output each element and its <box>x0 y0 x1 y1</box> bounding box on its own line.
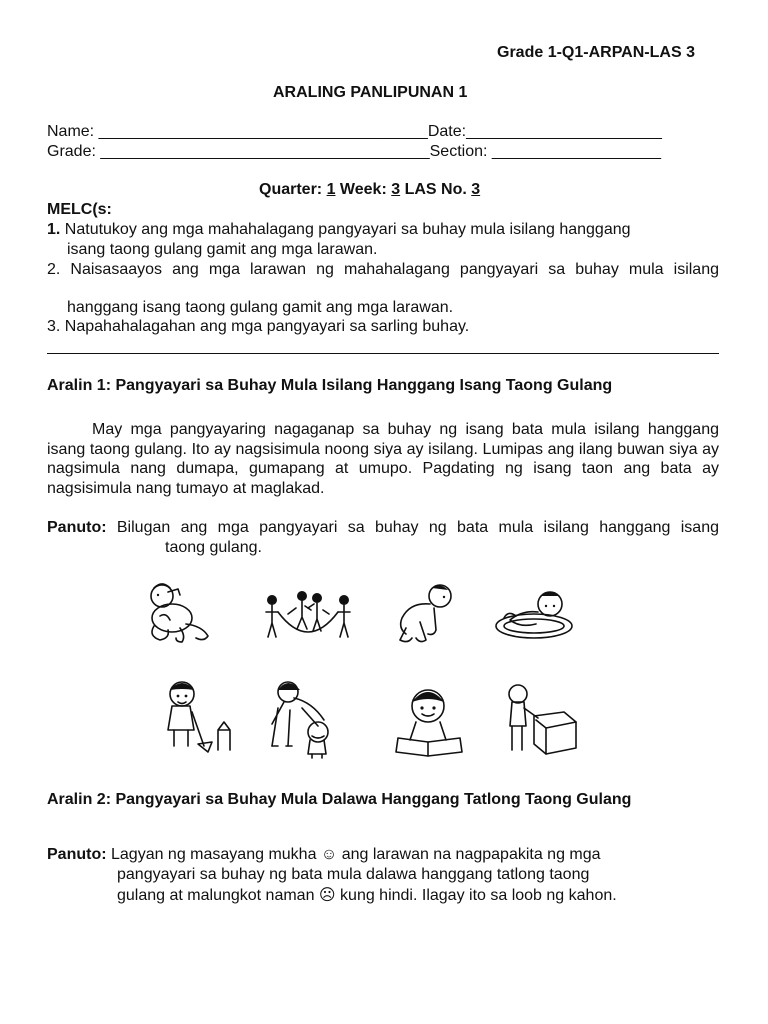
section-field[interactable]: ___________________ <box>491 143 661 160</box>
panuto-text: Bilugan ang mga pangyayari sa buhay ng bata mula isilang hanggang isang <box>106 519 719 536</box>
aralin-1-title: Aralin 1: Pangyayari sa Buhay Mula Isilang Hanggang Isang Taong Gulang <box>47 377 613 394</box>
aralin-2-panuto-line-3: gulang at malungkot naman ☹ kung hindi. Ilagay ito sa loob ng kahon. <box>117 887 617 904</box>
date-field[interactable]: ______________________ <box>466 123 662 140</box>
children-jumping-rope-picture[interactable] <box>262 588 354 650</box>
aralin-1-panuto-line-2: taong gulang. <box>165 539 262 556</box>
baby-crawling-picture[interactable] <box>388 582 466 648</box>
parent-helping-child-walk-picture[interactable] <box>262 678 340 760</box>
aralin-2-panuto-line-1 <box>47 846 601 864</box>
panuto-label: Panuto: <box>47 519 107 536</box>
grade-label: Grade: <box>47 143 96 160</box>
name-row <box>47 123 662 141</box>
melc-item-1-line-2: isang taong gulang gamit ang mga larawan. <box>67 241 378 258</box>
melc-item-3: 3. Napahahalagahan ang mga pangyayari sa sarling buhay. <box>47 318 470 335</box>
melc-item-1-line-1 <box>47 221 631 239</box>
quarter-value: 1 <box>326 181 336 198</box>
quarter-label: Quarter: <box>259 181 327 198</box>
melc-item-1-text: Natutukoy ang mga mahahalagang pangyayari sa buhay mula isilang hanggang <box>60 221 631 238</box>
subject-title: ARALING PANLIPUNAN 1 <box>273 84 468 101</box>
baby-lying-picture[interactable] <box>494 582 576 644</box>
melc-item-1-number: 1. <box>47 221 61 238</box>
las-label: LAS No. <box>400 181 472 198</box>
melc-item-2-line-1: 2. Naisasaayos ang mga larawan ng mahahalagang pangyayari sa buhay mula isilang <box>47 261 719 278</box>
panuto-label-2: Panuto: <box>47 846 107 863</box>
aralin-2-panuto-line-2: pangyayari sa buhay ng bata mula dalawa hanggang tatlong taong <box>117 866 590 883</box>
week-label: Week: <box>335 181 392 198</box>
grade-row <box>47 143 661 161</box>
melc-item-2-line-2: hanggang isang taong gulang gamit ang mga larawan. <box>67 299 454 316</box>
melc-heading: MELC(s: <box>47 201 112 218</box>
panuto-text-2: Lagyan ng masayang mukha ☺ ang larawan na nagpapakita ng mga <box>106 846 601 863</box>
name-label: Name: <box>47 123 95 140</box>
baby-sitting-picture[interactable] <box>140 578 218 646</box>
child-reading-picture[interactable] <box>390 684 470 758</box>
quarter-line <box>259 181 480 199</box>
child-standing-by-box-picture[interactable] <box>500 680 580 760</box>
document-code: Grade 1-Q1-ARPAN-LAS 3 <box>497 44 695 61</box>
aralin-1-panuto <box>47 518 719 538</box>
date-label: Date: <box>427 123 467 140</box>
aralin-1-paragraph: May mga pangyayaring nagaganap sa buhay ng isang bata mula isilang hanggang isang taong gulang. Ito ay nagsisimula noong siya ay isilang. Lumipas ang ilang buwan siya ay nagsimula nang dumapa, gumapang at umupo. Pagdating ng isang taon ang bata ay nagsisimula nang tumayo at maglakad. <box>47 421 719 497</box>
grade-field[interactable]: _____________________________________ <box>100 143 430 160</box>
child-sweeping-picture[interactable] <box>156 678 236 756</box>
week-value: 3 <box>391 181 401 198</box>
aralin-2-title: Aralin 2: Pangyayari sa Buhay Mula Dalawa Hanggang Tatlong Taong Gulang <box>47 791 632 808</box>
section-label: Section: <box>429 143 488 160</box>
name-field[interactable]: _____________________________________ <box>98 123 428 140</box>
las-value: 3 <box>471 181 481 198</box>
divider-rule <box>47 353 719 354</box>
